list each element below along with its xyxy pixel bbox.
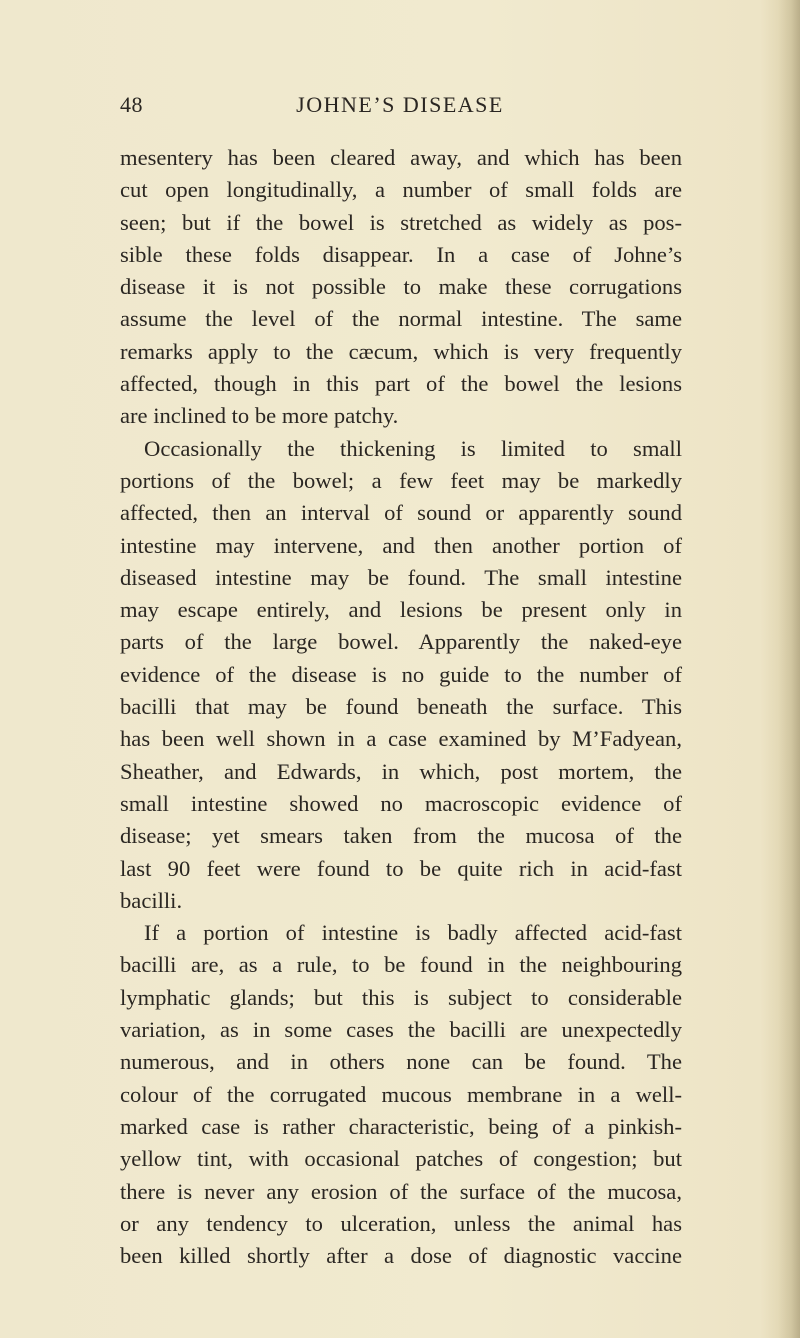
- text-line: small intestine showed no macroscopic evidence of: [120, 790, 682, 816]
- text-line: affected, then an interval of sound or apparently sound: [120, 500, 682, 526]
- text-line: yellow tint, with occasional patches of congestion; but: [120, 1146, 682, 1172]
- text-line: variation, as in some cases the bacilli are unexpectedly: [120, 1017, 682, 1043]
- text-line: or any tendency to ulceration, unless the animal has: [120, 1210, 682, 1236]
- page-header: [120, 92, 680, 126]
- text-line: portions of the bowel; a few feet may be markedly: [120, 467, 682, 493]
- text-line: parts of the large bowel. Apparently the naked-eye: [120, 629, 682, 655]
- text-line: sible these folds disappear. In a case of Johne’s: [120, 241, 682, 267]
- text-line: assume the level of the normal intestine. The same: [120, 306, 682, 332]
- text-line: bacilli are, as a rule, to be found in the neighbouring: [120, 952, 682, 978]
- text-line: disease it is not possible to make these corrugations: [120, 274, 682, 300]
- running-head: JOHNE’S DISEASE: [296, 92, 504, 117]
- text-line: remarks apply to the cæcum, which is very frequently: [120, 338, 682, 364]
- text-line: lymphatic glands; but this is subject to considerable: [120, 984, 682, 1010]
- text-line: numerous, and in others none can be found. The: [120, 1049, 682, 1075]
- text-line: If a portion of intestine is badly affected acid-fast: [144, 920, 682, 946]
- text-line: there is never any erosion of the surface of the mucosa,: [120, 1178, 682, 1204]
- text-line: may escape entirely, and lesions be present only in: [120, 597, 682, 623]
- text-line: Sheather, and Edwards, in which, post mortem, the: [120, 758, 682, 784]
- page-number: 48: [120, 92, 143, 117]
- text-line: been killed shortly after a dose of diagnostic vaccine: [120, 1243, 682, 1269]
- text-line: marked case is rather characteristic, being of a pinkish-: [120, 1113, 682, 1139]
- text-line: seen; but if the bowel is stretched as widely as pos-: [120, 209, 682, 235]
- text-line: has been well shown in a case examined by M’Fadyean,: [120, 726, 682, 752]
- text-line: affected, though in this part of the bowel the lesions: [120, 371, 682, 397]
- text-line: are inclined to be more patchy.: [120, 403, 399, 429]
- text-line: cut open longitudinally, a number of small folds are: [120, 177, 682, 203]
- text-line: last 90 feet were found to be quite rich in acid-fast: [120, 855, 682, 881]
- text-line: mesentery has been cleared away, and which has been: [120, 145, 682, 170]
- page-edge-shadow: [778, 0, 800, 1338]
- text-line: diseased intestine may be found. The small intestine: [120, 564, 682, 590]
- text-line: disease; yet smears taken from the mucosa of the: [120, 823, 682, 849]
- body-text: [120, 142, 682, 1272]
- text-line: Occasionally the thickening is limited to small: [144, 435, 682, 461]
- text-line: bacilli.: [120, 887, 183, 913]
- text-line: colour of the corrugated mucous membrane in a well-: [120, 1081, 682, 1107]
- text-line: bacilli that may be found beneath the surface. This: [120, 694, 682, 720]
- text-line: intestine may intervene, and then another portion of: [120, 532, 682, 558]
- text-line: evidence of the disease is no guide to the number of: [120, 661, 682, 687]
